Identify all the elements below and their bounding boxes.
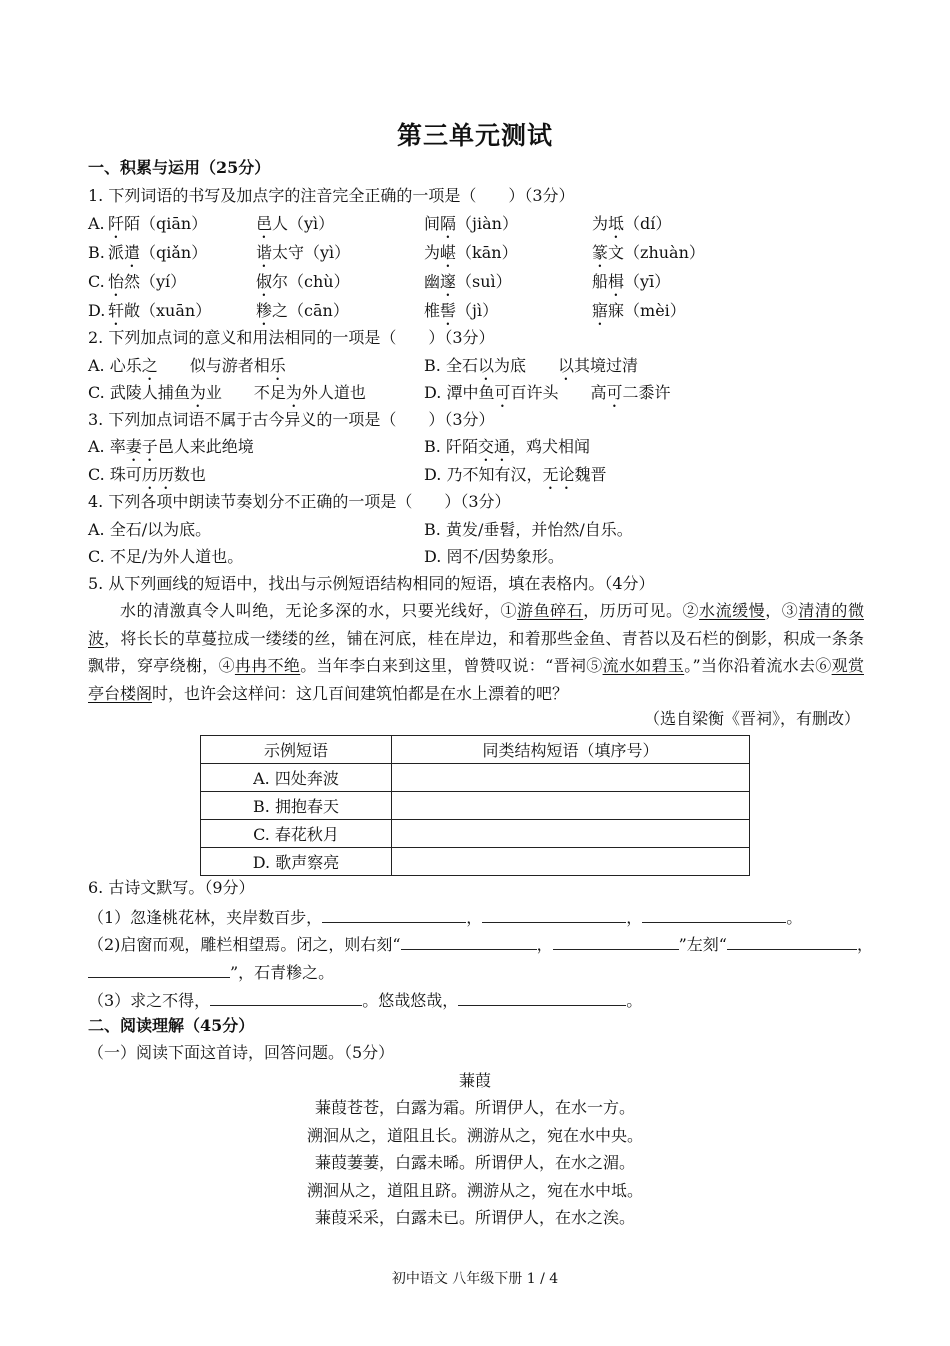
section-heading-1: 一、积累与运用（25分） [88, 158, 271, 177]
option-c: C. 武陵人捕鱼为业 不足为外人道也 [88, 383, 366, 402]
answer-blank[interactable] [482, 906, 626, 923]
option-c: C. 珠可历历数也 [88, 465, 206, 484]
option-label: C. [88, 272, 105, 291]
question-1-stem: 1. 下列词语的书写及加点字的注音完全正确的一项是（ ）（3分） [88, 186, 575, 205]
option-item: 幽邃（suì） [424, 272, 512, 291]
answer-blank[interactable] [322, 906, 466, 923]
poem-line: 蒹葭采采，白露未已。所谓伊人，在水之涘。 [314, 1208, 635, 1227]
option-label: D. [88, 301, 106, 320]
option-label: A. [88, 214, 105, 233]
option-item: 篆文（zhuàn） [592, 243, 705, 262]
table-cell-answer[interactable] [392, 764, 750, 792]
option-item: 船楫（yī） [592, 272, 671, 291]
recitation-line-2: （2)启窗而观，雕栏相望焉。闭之，则右刻“ ， ”左刻“ ， [88, 935, 874, 954]
table-cell-example: C. 春花秋月 [201, 820, 392, 848]
table-header: 示例短语 [201, 736, 392, 764]
answer-blank[interactable] [553, 933, 679, 950]
option-d: D. 乃不知有汉，无论魏晋 [424, 465, 607, 484]
option-item: 为嵁（kān） [424, 243, 518, 262]
recitation-line-1: （1）忽逢桃花林，夹岸数百步， ， ， 。 [88, 908, 803, 927]
recitation-line-4: （3）求之不得， 。悠哉悠哉， 。 [88, 991, 643, 1010]
option-a: A. 全石/以为底。 [88, 520, 212, 539]
table-cell-answer[interactable] [392, 820, 750, 848]
option-a: A. 率妻子邑人来此绝境 [88, 437, 254, 456]
passage-source: （选自梁衡《晋祠》，有删改） [643, 709, 860, 728]
answer-blank[interactable] [642, 906, 786, 923]
option-item: 椎髻（jì） [424, 301, 499, 320]
option-item: 为坻（dí） [592, 214, 672, 233]
table-cell-example: B. 拥抱春天 [201, 792, 392, 820]
poem-line: 溯洄从之，道阻且跻。溯游从之，宛在水中坻。 [306, 1181, 643, 1200]
table-cell-example: A. 四处奔波 [201, 764, 392, 792]
question-3-stem: 3. 下列加点词语不属于古今异义的一项是（ ）（3分） [88, 410, 495, 429]
page-title: 第三单元测试 [396, 121, 553, 150]
option-b: B. 阡陌交通，鸡犬相闻 [424, 437, 590, 456]
section-heading-2: 二、阅读理解（45分） [88, 1016, 255, 1035]
option-item: 俶尔（chù） [256, 272, 350, 291]
answer-blank[interactable] [401, 933, 537, 950]
option-b: B. 全石以为底 以其境过清 [424, 356, 639, 375]
answer-blank[interactable] [88, 961, 230, 978]
option-b: B. 黄发/垂髫，并怡然/自乐。 [424, 520, 633, 539]
option-item: 糁之（cān） [256, 301, 349, 320]
question-2-stem: 2. 下列加点词的意义和用法相同的一项是（ ）（3分） [88, 328, 495, 347]
option-item: 邑人（yì） [256, 214, 335, 233]
option-item: 派遣（qiǎn） [108, 243, 208, 262]
poem-line: 溯洄从之，道阻且长。溯游从之，宛在水中央。 [306, 1126, 643, 1145]
question-5-stem: 5. 从下列画线的短语中，找出与示例短语结构相同的短语，填在表格内。（4分） [88, 574, 655, 593]
table-cell-answer[interactable] [392, 792, 750, 820]
poem-line: 蒹葭萋萋，白露未晞。所谓伊人，在水之湄。 [314, 1153, 635, 1172]
recitation-line-3: ”，石青糁之。 [88, 961, 864, 983]
option-a: A. 心乐之 似与游者相乐 [88, 356, 286, 375]
poem-title: 蒹葭 [458, 1071, 491, 1090]
answer-blank[interactable] [210, 989, 362, 1006]
table-header: 同类结构短语（填序号） [392, 736, 750, 764]
page-footer: 初中语文 八年级下册 1 / 4 [391, 1271, 559, 1287]
option-item: 间隔（jiàn） [424, 214, 518, 233]
option-item: 阡陌（qiān） [108, 214, 208, 233]
answer-blank[interactable] [727, 933, 857, 950]
option-d: D. 罔不/因势象形。 [424, 547, 564, 566]
question-4-stem: 4. 下列各项中朗读节奏划分不正确的一项是（ ）（3分） [88, 492, 511, 511]
question-5-passage: 水的清激真令人叫绝，无论多深的水，只要光线好，①游鱼碎石，历历可见。②水流缓慢，③清清的微波，将长长的草蔓拉成一缕缕的丝，铺在河底，桂在岸边，和着那些金鱼、青苔以及石栏的倒影，积成一条条飘带，穿亭绕榭，④冉冉不绝。当年李白来到这里，曾赞叹说：“晋祠⑤流水如碧玉。”当你沿着流水去⑥观赏亭台楼阁时，也许会这样问：这几百间建筑怕都是在水上漂着的吧？ [88, 601, 864, 703]
table-cell-example: D. 歌声察亮 [201, 848, 392, 876]
option-d: D. 潭中鱼可百许头 高可二黍许 [424, 383, 671, 402]
option-c: C. 不足/为外人道也。 [88, 547, 244, 566]
option-item: 怡然（yí） [108, 272, 187, 291]
answer-blank[interactable] [458, 989, 626, 1006]
poem-line: 蒹葭苍苍，白露为霜。所谓伊人，在水一方。 [314, 1098, 635, 1117]
option-item: 寤寐（mèi） [592, 301, 686, 320]
option-item: 谐太守（yì） [256, 243, 351, 262]
table-cell-answer[interactable] [392, 848, 750, 876]
question-6-stem: 6. 古诗文默写。（9分） [88, 878, 255, 897]
option-label: B. [88, 243, 105, 262]
answer-table [200, 735, 750, 876]
reading-1-intro: （一）阅读下面这首诗，回答问题。（5分） [88, 1043, 395, 1062]
option-item: 轩敞（xuān） [108, 301, 212, 320]
